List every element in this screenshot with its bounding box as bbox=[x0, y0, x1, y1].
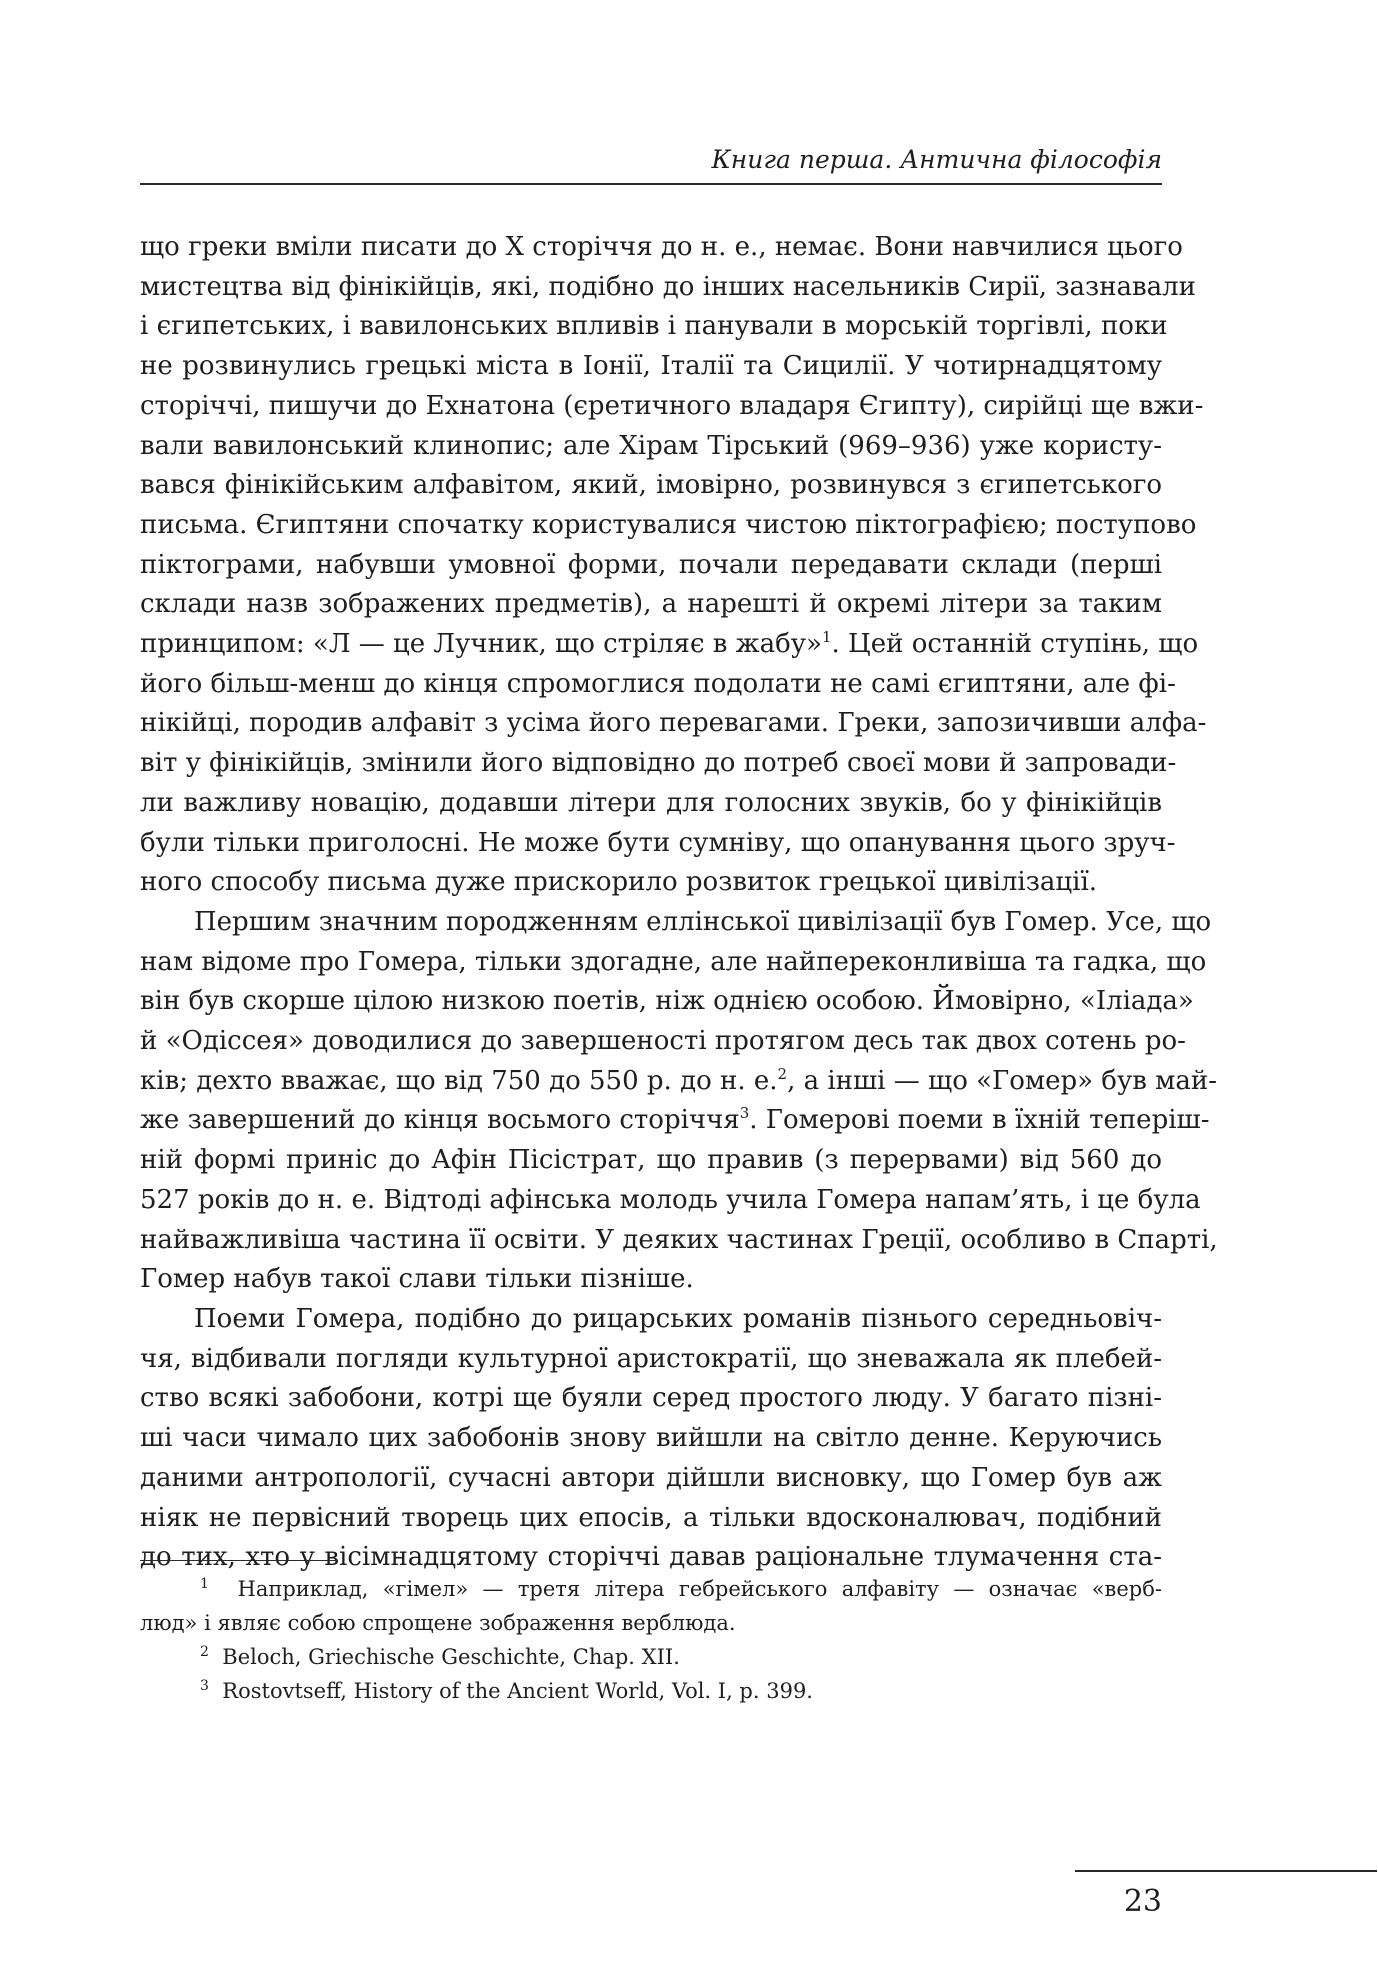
footnote-ref-3[interactable]: 3 bbox=[739, 1104, 750, 1123]
text-line: він був скорше цілою низкою поетів, ніж однією особою. Ймовірно, «Іліада» bbox=[140, 986, 1194, 1017]
footnote-text: Наприклад, «гімел» — третя літера гебрейського алфавіту — означає «верб- bbox=[237, 1577, 1162, 1601]
paragraph-3 bbox=[140, 1300, 1162, 1578]
footnote-number: 3 bbox=[200, 1678, 209, 1694]
text-line: не розвинулись грецькі міста в Іонії, Італії та Сицилії. У чотирнадцятому bbox=[140, 351, 1162, 382]
footnote-line bbox=[140, 1640, 1162, 1674]
paragraph-2 bbox=[140, 903, 1218, 1300]
text-line: що греки вміли писати до X сторіччя до н. е., немає. Вони навчилися цього bbox=[140, 232, 1183, 262]
footnote-text: Beloch, Griechische Geschichte, Chap. XII. bbox=[222, 1645, 680, 1669]
text-segment: . Гомерові поеми в їхній теперіш- bbox=[749, 1105, 1210, 1136]
footnote-3 bbox=[140, 1674, 1162, 1708]
footnotes bbox=[140, 1572, 1162, 1708]
text-line: 527 років до н. е. Відтоді афінська молодь учила Гомера напам’ять, і це була bbox=[140, 1184, 1201, 1215]
text-line: найважливіша частина її освіти. У деяких частинах Греції, особливо в Спарті, bbox=[140, 1224, 1218, 1255]
text-line: сторіччі, пишучи до Ехнатона (єретичного владаря Єгипту), сирійці ще вжи- bbox=[140, 390, 1204, 421]
page-number-rule bbox=[1075, 1870, 1377, 1872]
footnote-ref-2[interactable]: 2 bbox=[777, 1064, 788, 1083]
text-line: даними антропології, сучасні автори дійшли висновку, що Гомер був аж bbox=[140, 1462, 1162, 1493]
footnote-number: 1 bbox=[200, 1576, 209, 1592]
text-line: й «Одіссея» доводилися до завершеності протягом десь так двох сотень ро- bbox=[140, 1026, 1186, 1057]
footnote-line bbox=[140, 1674, 1162, 1708]
text-line: до тих, хто у вісімнадцятому сторіччі давав раціональне тлумачення ста- bbox=[140, 1542, 1162, 1573]
footnote-rule bbox=[140, 1560, 338, 1561]
text-line: піктограми, набувши умовної форми, почали передавати склади (перші bbox=[140, 549, 1162, 580]
text-line bbox=[140, 1101, 1210, 1141]
text-segment: же завершений до кінця восьмого сторіччя bbox=[140, 1105, 740, 1136]
page-number: 23 bbox=[1123, 1884, 1162, 1919]
text-line: Першим значним породженням еллінської цивілізації був Гомер. Усе, що bbox=[194, 906, 1212, 937]
text-segment: ків; дехто вважає, що від 750 до 550 р. до н. е. bbox=[140, 1065, 778, 1096]
header-rule bbox=[140, 183, 1162, 185]
text-line: його більш-менш до кінця спромоглися подолати не самі єгиптяни, але фі- bbox=[140, 668, 1176, 699]
text-line: Поеми Гомера, подібно до рицарських романів пізнього середньовіч- bbox=[194, 1303, 1162, 1334]
text-line: віт у фінікійців, змінили його відповідно до потреб своєї мови й запровади- bbox=[140, 748, 1177, 779]
running-header: Книга перша. Антична філософія bbox=[711, 145, 1162, 174]
text-line: нікійці, породив алфавіт з усіма його перевагами. Греки, запозичивши алфа- bbox=[140, 708, 1207, 739]
text-line: ній формі приніс до Афін Пісістрат, що правив (з перервами) від 560 до bbox=[140, 1145, 1162, 1176]
text-line: ші часи чимало цих забобонів знову вийшли на світло денне. Керуючись bbox=[140, 1423, 1162, 1454]
paragraph-1 bbox=[140, 228, 1207, 903]
text-line: Гомер набув такої слави тільки пізніше. bbox=[140, 1264, 694, 1295]
footnote-ref-1[interactable]: 1 bbox=[821, 628, 832, 647]
text-line: вали вавилонський клинопис; але Хірам Тірський (969–936) уже користу- bbox=[140, 430, 1162, 461]
footnote-line: люд» і являє собою спрощене зображення верблюда. bbox=[140, 1611, 736, 1635]
text-line: ли важливу новацію, додавши літери для голосних звуків, бо у фінікійців bbox=[140, 787, 1162, 818]
text-line bbox=[140, 625, 1199, 665]
text-line: і єгипетських, і вавилонських впливів і панували в морській торгівлі, поки bbox=[140, 311, 1168, 342]
text-line bbox=[140, 1062, 1218, 1102]
text-line: ного способу письма дуже прискорило розвиток грецької цивілізації. bbox=[140, 867, 1098, 898]
body-text bbox=[140, 228, 1218, 1578]
text-line: вався фінікійським алфавітом, який, імовірно, розвинувся з єгипетського bbox=[140, 470, 1162, 501]
footnote-text: Rostovtseff, History of the Ancient World, Vol. I, p. 399. bbox=[222, 1679, 813, 1703]
text-line: мистецтва від фінікійців, які, подібно до інших насельників Сирії, зазнавали bbox=[140, 271, 1197, 302]
text-segment: . Цей останній ступінь, що bbox=[831, 629, 1199, 660]
text-line: ство всякі забобони, котрі ще буяли серед простого люду. У багато пізні- bbox=[140, 1383, 1162, 1414]
text-line: склади назв зображених предметів), а нарешті й окремі літери за таким bbox=[140, 589, 1162, 620]
text-line: письма. Єгиптяни спочатку користувалися чистою піктографією; поступово bbox=[140, 509, 1197, 540]
footnote-2 bbox=[140, 1640, 1162, 1674]
text-segment: , а інші — що «Гомер» був май- bbox=[787, 1065, 1218, 1096]
footnote-number: 2 bbox=[200, 1644, 209, 1660]
footnote-1 bbox=[140, 1572, 1162, 1640]
text-line: були тільки приголосні. Не може бути сумніву, що опанування цього зруч- bbox=[140, 827, 1176, 858]
text-segment: принципом: «Л — це Лучник, що стріляє в жабу» bbox=[140, 629, 822, 660]
text-line: чя, відбивали погляди культурної аристократії, що зневажала як плебей- bbox=[140, 1343, 1162, 1374]
footnote-line bbox=[140, 1572, 1162, 1606]
text-line: ніяк не первісний творець цих епосів, а тільки вдосконалювач, подібний bbox=[140, 1502, 1162, 1533]
text-line: нам відоме про Гомера, тільки здогадне, але найпереконливіша та гадка, що bbox=[140, 946, 1207, 977]
